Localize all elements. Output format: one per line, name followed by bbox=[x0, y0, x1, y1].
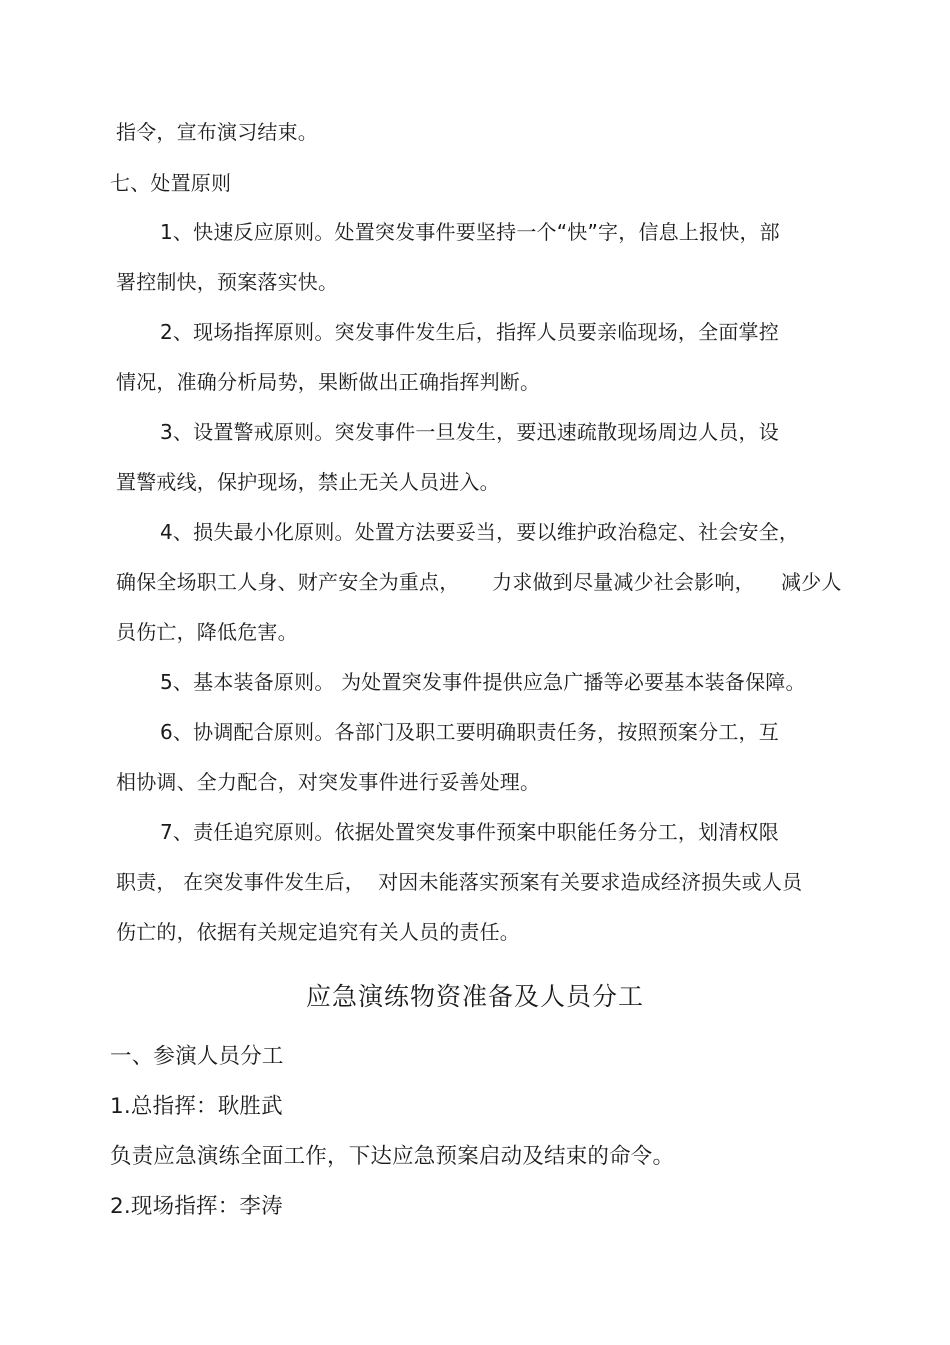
text-line: 员伤亡，降低危害。 bbox=[116, 620, 298, 644]
text-line: 署控制快，预案落实快。 bbox=[116, 270, 339, 294]
page-title: 应急演练物资准备及人员分工 bbox=[305, 982, 644, 1011]
text-line: 1、快速反应原则。处置突发事件要坚持一个“快”字，信息上报快，部 bbox=[160, 220, 780, 244]
list-item: 2.现场指挥：李涛 bbox=[110, 1194, 283, 1219]
text-line: 职责， 在突发事件发生后， 对因未能落实预案有关要求造成经济损失或人员 bbox=[116, 870, 803, 894]
text-line: 5、基本装备原则。 为处置突发事件提供应急广播等必要基本装备保障。 bbox=[160, 670, 806, 694]
text-line: 2、现场指挥原则。突发事件发生后，指挥人员要亲临现场，全面掌控 bbox=[160, 320, 779, 344]
text-line: 负责应急演练全面工作，下达应急预案启动及结束的命令。 bbox=[110, 1144, 675, 1169]
text-line: 确保全场职工人身、财产安全为重点， 力求做到尽量减少社会影响， 减少人 bbox=[116, 570, 842, 594]
text-line: 置警戒线，保护现场，禁止无关人员进入。 bbox=[116, 470, 500, 494]
text-line: 指令，宣布演习结束。 bbox=[116, 120, 318, 144]
text-line: 相协调、全力配合，对突发事件进行妥善处理。 bbox=[116, 770, 541, 794]
text-line: 情况，准确分析局势，果断做出正确指挥判断。 bbox=[116, 370, 541, 394]
text-line: 4、损失最小化原则。处置方法要妥当，要以维护政治稳定、社会安全， bbox=[160, 520, 800, 544]
list-item: 1.总指挥：耿胜武 bbox=[110, 1094, 283, 1119]
section-heading: 七、处置原则 bbox=[110, 171, 232, 195]
text-line: 伤亡的，依据有关规定追究有关人员的责任。 bbox=[116, 920, 520, 944]
text-line: 7、责任追究原则。依据处置突发事件预案中职能任务分工，划清权限 bbox=[160, 820, 779, 844]
text-line: 6、协调配合原则。各部门及职工要明确职责任务，按照预案分工，互 bbox=[160, 720, 779, 744]
section-heading: 一、参演人员分工 bbox=[110, 1044, 284, 1069]
text-line: 3、设置警戒原则。突发事件一旦发生，要迅速疏散现场周边人员，设 bbox=[160, 420, 779, 444]
